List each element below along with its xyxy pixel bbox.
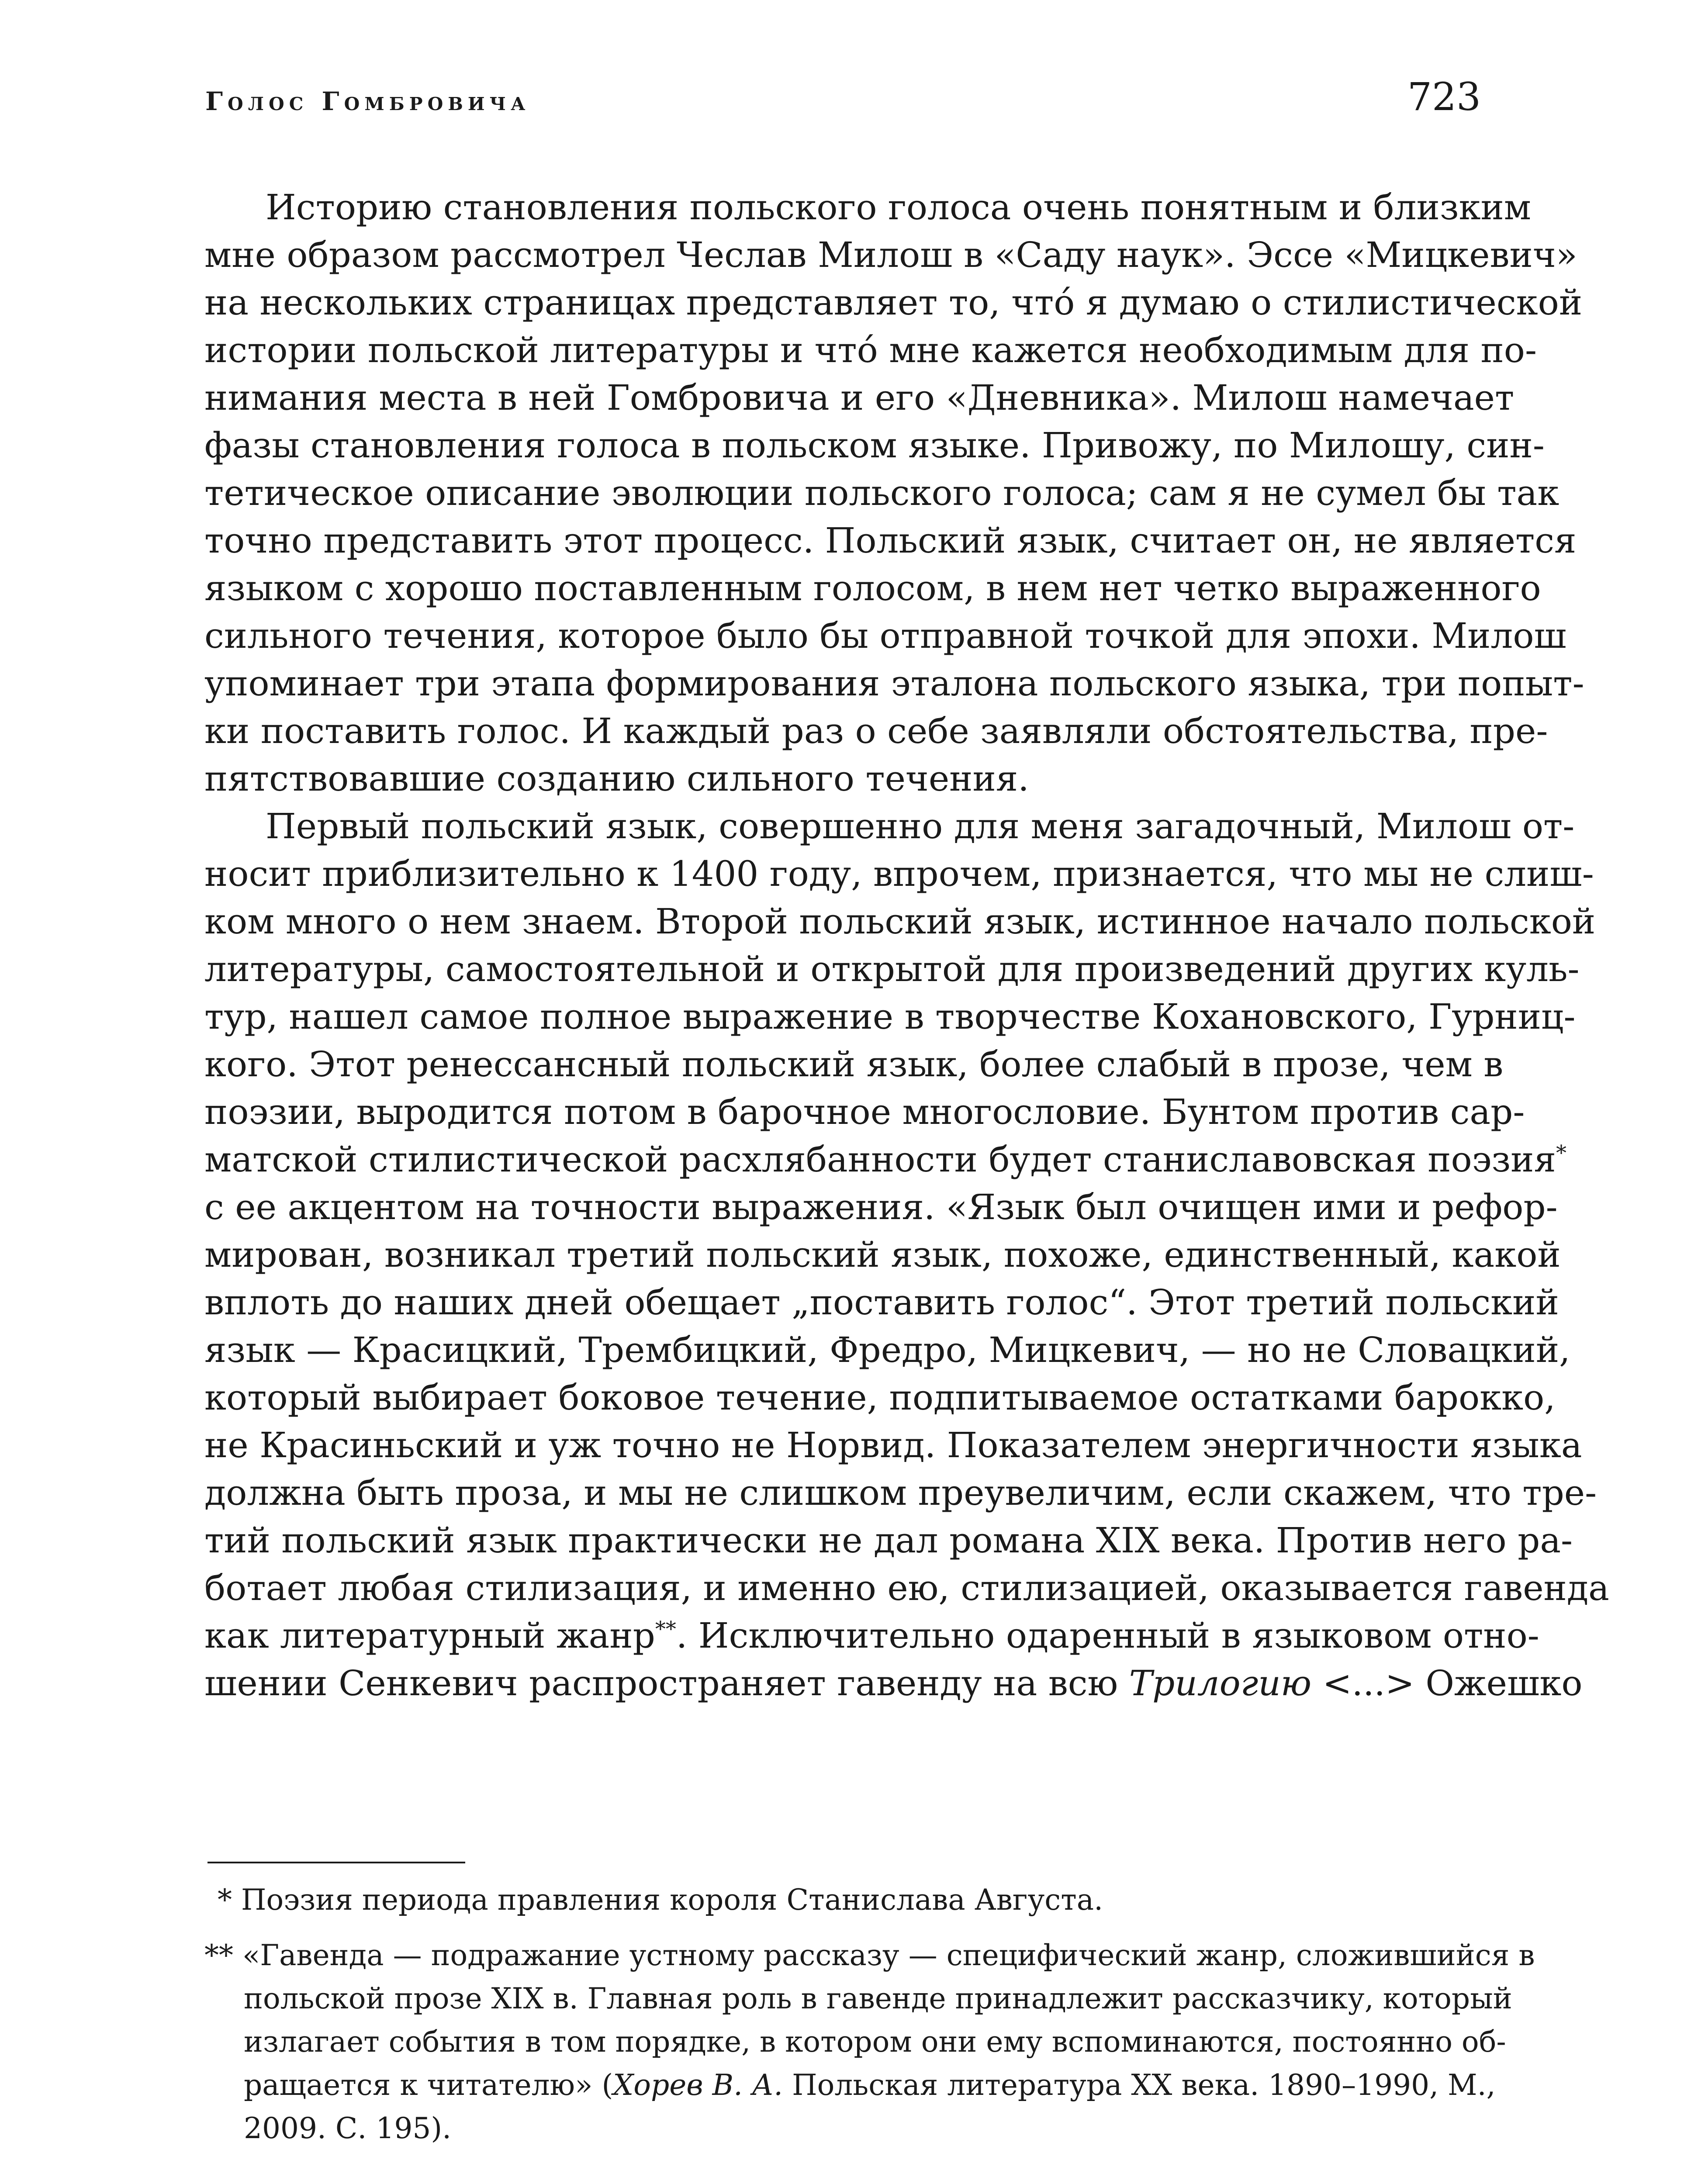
italic-author: Хорев В. А. bbox=[613, 2068, 783, 2102]
text-line: язык — Красицкий, Трембицкий, Фредро, Мицкевич, — но не Словацкий, bbox=[204, 1330, 1570, 1370]
text-line: с ее акцентом на точности выражения. «Язык был очищен ими и рефор- bbox=[204, 1187, 1558, 1227]
page-number: 723 bbox=[1407, 74, 1481, 119]
text-line: который выбирает боковое течение, подпитываемое остатками барокко, bbox=[204, 1377, 1556, 1418]
footnote-2-line: польской прозе XIX в. Главная роль в гавенде принадлежит рассказчику, который bbox=[244, 1982, 1512, 2015]
text-line: кого. Этот ренессансный польский язык, более слабый в прозе, чем в bbox=[204, 1044, 1504, 1085]
footnote-2-line: 2009. С. 195). bbox=[244, 2111, 452, 2145]
text-segment: ращается к читателю» ( bbox=[244, 2068, 613, 2102]
italic-title: Трилогию bbox=[1129, 1663, 1312, 1704]
running-title: Голос Гомбровича bbox=[205, 86, 530, 116]
text-segment: <...> Ожешко bbox=[1311, 1663, 1583, 1704]
footnote-text: «Гавенда — подражание устному рассказу — специфический жанр, сложившийся в bbox=[242, 1939, 1535, 1972]
text-segment: как литературный жанр bbox=[204, 1615, 655, 1656]
text-line: тур, нашел самое полное выражение в творчестве Кохановского, Гурниц- bbox=[204, 996, 1576, 1037]
text-line: пятствовавшие созданию сильного течения. bbox=[204, 758, 1029, 799]
text-line: вплоть до наших дней обещает „поставить голос“. Этот третий польский bbox=[204, 1282, 1559, 1323]
text-line: Первый польский язык, совершенно для меня загадочный, Милош от- bbox=[266, 806, 1575, 847]
text-line bbox=[204, 1612, 1539, 1659]
footnote-mark: ** bbox=[204, 1939, 233, 1972]
text-line: фазы становления голоса в польском языке. Привожу, по Милошу, син- bbox=[204, 425, 1545, 466]
text-line: носит приблизительно к 1400 году, впрочем, признается, что мы не слиш- bbox=[204, 854, 1594, 894]
text-line bbox=[204, 1136, 1566, 1183]
text-line: ки поставить голос. И каждый раз о себе заявляли обстоятельства, пре- bbox=[204, 711, 1548, 751]
text-line: Историю становления польского голоса очень понятным и близким bbox=[266, 187, 1532, 228]
text-line: мирован, возникал третий польский язык, похоже, единственный, какой bbox=[204, 1234, 1561, 1275]
text-line: мне образом рассмотрел Чеслав Милош в «Саду наук». Эссе «Мицкевич» bbox=[204, 235, 1577, 275]
main-text bbox=[204, 183, 1609, 1707]
text-line: тий польский язык практически не дал романа XIX века. Против него ра- bbox=[204, 1520, 1573, 1561]
footnote-2-line: излагает события в том порядке, в котором они ему вспоминаются, постоянно об- bbox=[244, 2025, 1506, 2059]
text-segment: шении Сенкевич распространяет гавенду на всю bbox=[204, 1663, 1129, 1704]
text-line bbox=[204, 1659, 1583, 1707]
text-segment: матской стилистической расхлябанности будет станиславовская поэзия bbox=[204, 1139, 1556, 1180]
footnotes bbox=[204, 1878, 1535, 2150]
footnote-ref: ** bbox=[655, 1617, 676, 1641]
running-head bbox=[205, 74, 1481, 127]
text-line: языком с хорошо поставленным голосом, в нем нет четко выраженного bbox=[204, 568, 1541, 608]
text-line: нимания места в ней Гомбровича и его «Дневника». Милош намечает bbox=[204, 377, 1515, 418]
text-line: ком много о нем знаем. Второй польский язык, истинное начало польской bbox=[204, 901, 1596, 942]
footnote-2-line bbox=[204, 1934, 1535, 1977]
footnote-2-line bbox=[204, 2063, 1496, 2107]
text-line: должна быть проза, и мы не слишком преувеличим, если скажем, что тре- bbox=[204, 1472, 1597, 1513]
footnote-1 bbox=[204, 1878, 1480, 1921]
text-line: упоминает три этапа формирования эталона польского языка, три попыт- bbox=[204, 663, 1584, 704]
footnote-divider bbox=[207, 1862, 465, 1863]
text-line: литературы, самостоятельной и открытой для произведений других куль- bbox=[204, 949, 1580, 989]
text-line: сильного течения, которое было бы отправной точкой для эпохи. Милош bbox=[204, 615, 1566, 656]
text-line: точно представить этот процесс. Польский язык, считает он, не является bbox=[204, 520, 1577, 561]
footnote-mark: * bbox=[218, 1883, 232, 1917]
text-line: ботает любая стилизация, и именно ею, стилизацией, оказывается гавенда bbox=[204, 1568, 1609, 1608]
text-segment: . Исключительно одаренный в языковом отно- bbox=[676, 1615, 1539, 1656]
text-line: на нескольких страницах представляет то, что́ я думаю о стилистической bbox=[204, 282, 1583, 323]
text-line: не Красиньский и уж точно не Норвид. Показателем энергичности языка bbox=[204, 1425, 1582, 1465]
text-line: поэзии, выродится потом в барочное многословие. Бунтом против сар- bbox=[204, 1092, 1525, 1132]
footnote-ref: * bbox=[1556, 1140, 1566, 1165]
text-line: истории польской литературы и что́ мне кажется необходимым для по- bbox=[204, 330, 1537, 370]
footnote-text: Поэзия периода правления короля Станислава Августа. bbox=[241, 1883, 1103, 1917]
text-line: тетическое описание эволюции польского голоса; сам я не сумел бы так bbox=[204, 473, 1560, 513]
text-segment: Польская литература XX века. 1890–1990, М., bbox=[783, 2068, 1496, 2102]
